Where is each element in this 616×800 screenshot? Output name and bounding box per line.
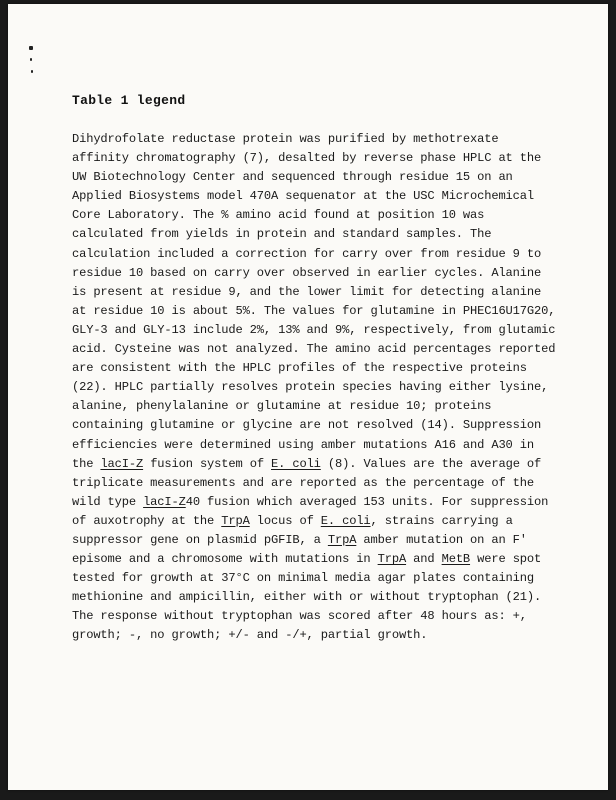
text-segment: triplicate measurements and are reported as the percentage of the — [72, 475, 534, 490]
text-line — [72, 245, 592, 264]
text-line — [72, 474, 592, 493]
text-segment: 40 fusion which averaged 153 units. For suppression — [185, 494, 549, 509]
text-segment: , strains carrying a — [370, 513, 513, 528]
text-segment: growth; -, no growth; +/- and -/+, partial growth. — [72, 628, 428, 643]
margin-mark — [31, 70, 33, 73]
text-line — [72, 588, 592, 607]
text-segment: at residue 10 is about 5%. The values for glutamine in PHEC16U17G20, — [72, 303, 556, 318]
text-segment: Core Laboratory. The % amino acid found at position 10 was — [72, 208, 485, 223]
text-line — [72, 359, 592, 378]
text-segment: methionine and ampicillin, either with or without tryptophan (21). — [72, 590, 542, 605]
text-line — [72, 455, 592, 474]
text-line — [72, 130, 592, 149]
text-segment: wild type — [72, 494, 144, 509]
text-line — [72, 149, 592, 168]
text-segment: efficiencies were determined using amber mutations A16 and A30 in — [72, 437, 534, 452]
text-segment: calculated from yields in protein and standard samples. The — [72, 227, 492, 242]
page-title: Table 1 legend — [72, 93, 186, 108]
text-segment: residue 10 based on carry over observed in earlier cycles. Alanine — [72, 265, 542, 280]
text-line — [72, 569, 592, 588]
text-segment: affinity chromatography (7), desalted by reverse phase HPLC at the — [72, 151, 542, 166]
underlined-term: lacI-Z — [143, 494, 186, 509]
text-segment: were spot — [470, 552, 542, 567]
text-segment: UW Biotechnology Center and sequenced through residue 15 on an — [72, 170, 513, 185]
underlined-term: MetB — [441, 552, 471, 567]
text-line — [72, 187, 592, 206]
text-line — [72, 436, 592, 455]
text-line — [72, 168, 592, 187]
text-segment: suppressor gene on plasmid pGFIB, a — [72, 532, 328, 547]
text-segment: alanine, phenylalanine or glutamine at residue 10; proteins — [72, 399, 492, 414]
text-line — [72, 397, 592, 416]
text-segment: GLY-3 and GLY-13 include 2%, 13% and 9%, respectively, from glutamic — [72, 322, 556, 337]
text-line — [72, 378, 592, 397]
text-segment: fusion system of — [143, 456, 272, 471]
text-segment: (8). Values are the average of — [320, 456, 542, 471]
text-segment: locus of — [249, 513, 321, 528]
underlined-term: E. coli — [271, 456, 321, 471]
text-line — [72, 321, 592, 340]
text-line — [72, 531, 592, 550]
text-line — [72, 416, 592, 435]
margin-mark — [29, 46, 33, 50]
text-line — [72, 225, 592, 244]
text-segment: the — [72, 456, 101, 471]
text-segment: episome and a chromosome with mutations in — [72, 552, 378, 567]
underlined-term: TrpA — [221, 513, 250, 528]
text-line — [72, 206, 592, 225]
text-line — [72, 302, 592, 321]
underlined-term: TrpA — [327, 532, 357, 547]
text-segment: and — [406, 552, 442, 567]
text-segment: of auxotrophy at the — [72, 513, 222, 528]
document-page — [8, 4, 608, 790]
text-line — [72, 626, 592, 645]
underlined-term: lacI-Z — [100, 456, 144, 471]
text-segment: calculation included a correction for carry over from residue 9 to — [72, 246, 542, 261]
text-segment: (22). HPLC partially resolves protein species having either lysine, — [72, 380, 549, 395]
text-line — [72, 550, 592, 569]
text-segment: tested for growth at 37°C on minimal media agar plates containing — [72, 571, 534, 586]
text-segment: Applied Biosystems model 470A sequenator at the USC Microchemical — [72, 189, 534, 204]
text-line — [72, 340, 592, 359]
margin-marks — [29, 42, 37, 82]
text-segment: is present at residue 9, and the lower limit for detecting alanine — [72, 284, 542, 299]
text-line — [72, 283, 592, 302]
text-line — [72, 493, 592, 512]
text-line — [72, 264, 592, 283]
text-segment: amber mutation on an F' — [356, 532, 527, 547]
text-segment: are consistent with the HPLC profiles of the respective proteins — [72, 361, 527, 376]
underlined-term: TrpA — [377, 552, 407, 567]
underlined-term: E. coli — [320, 513, 371, 528]
text-segment: Dihydrofolate reductase protein was purified by methotrexate — [72, 132, 499, 146]
text-line — [72, 607, 592, 626]
text-line — [72, 512, 592, 531]
text-segment: containing glutamine or glycine are not resolved (14). Suppression — [72, 418, 542, 433]
legend-paragraph — [72, 130, 592, 646]
margin-mark — [30, 58, 32, 61]
text-segment: The response without tryptophan was scored after 48 hours as: +, — [72, 609, 527, 624]
text-segment: acid. Cysteine was not analyzed. The amino acid percentages reported — [72, 342, 556, 357]
